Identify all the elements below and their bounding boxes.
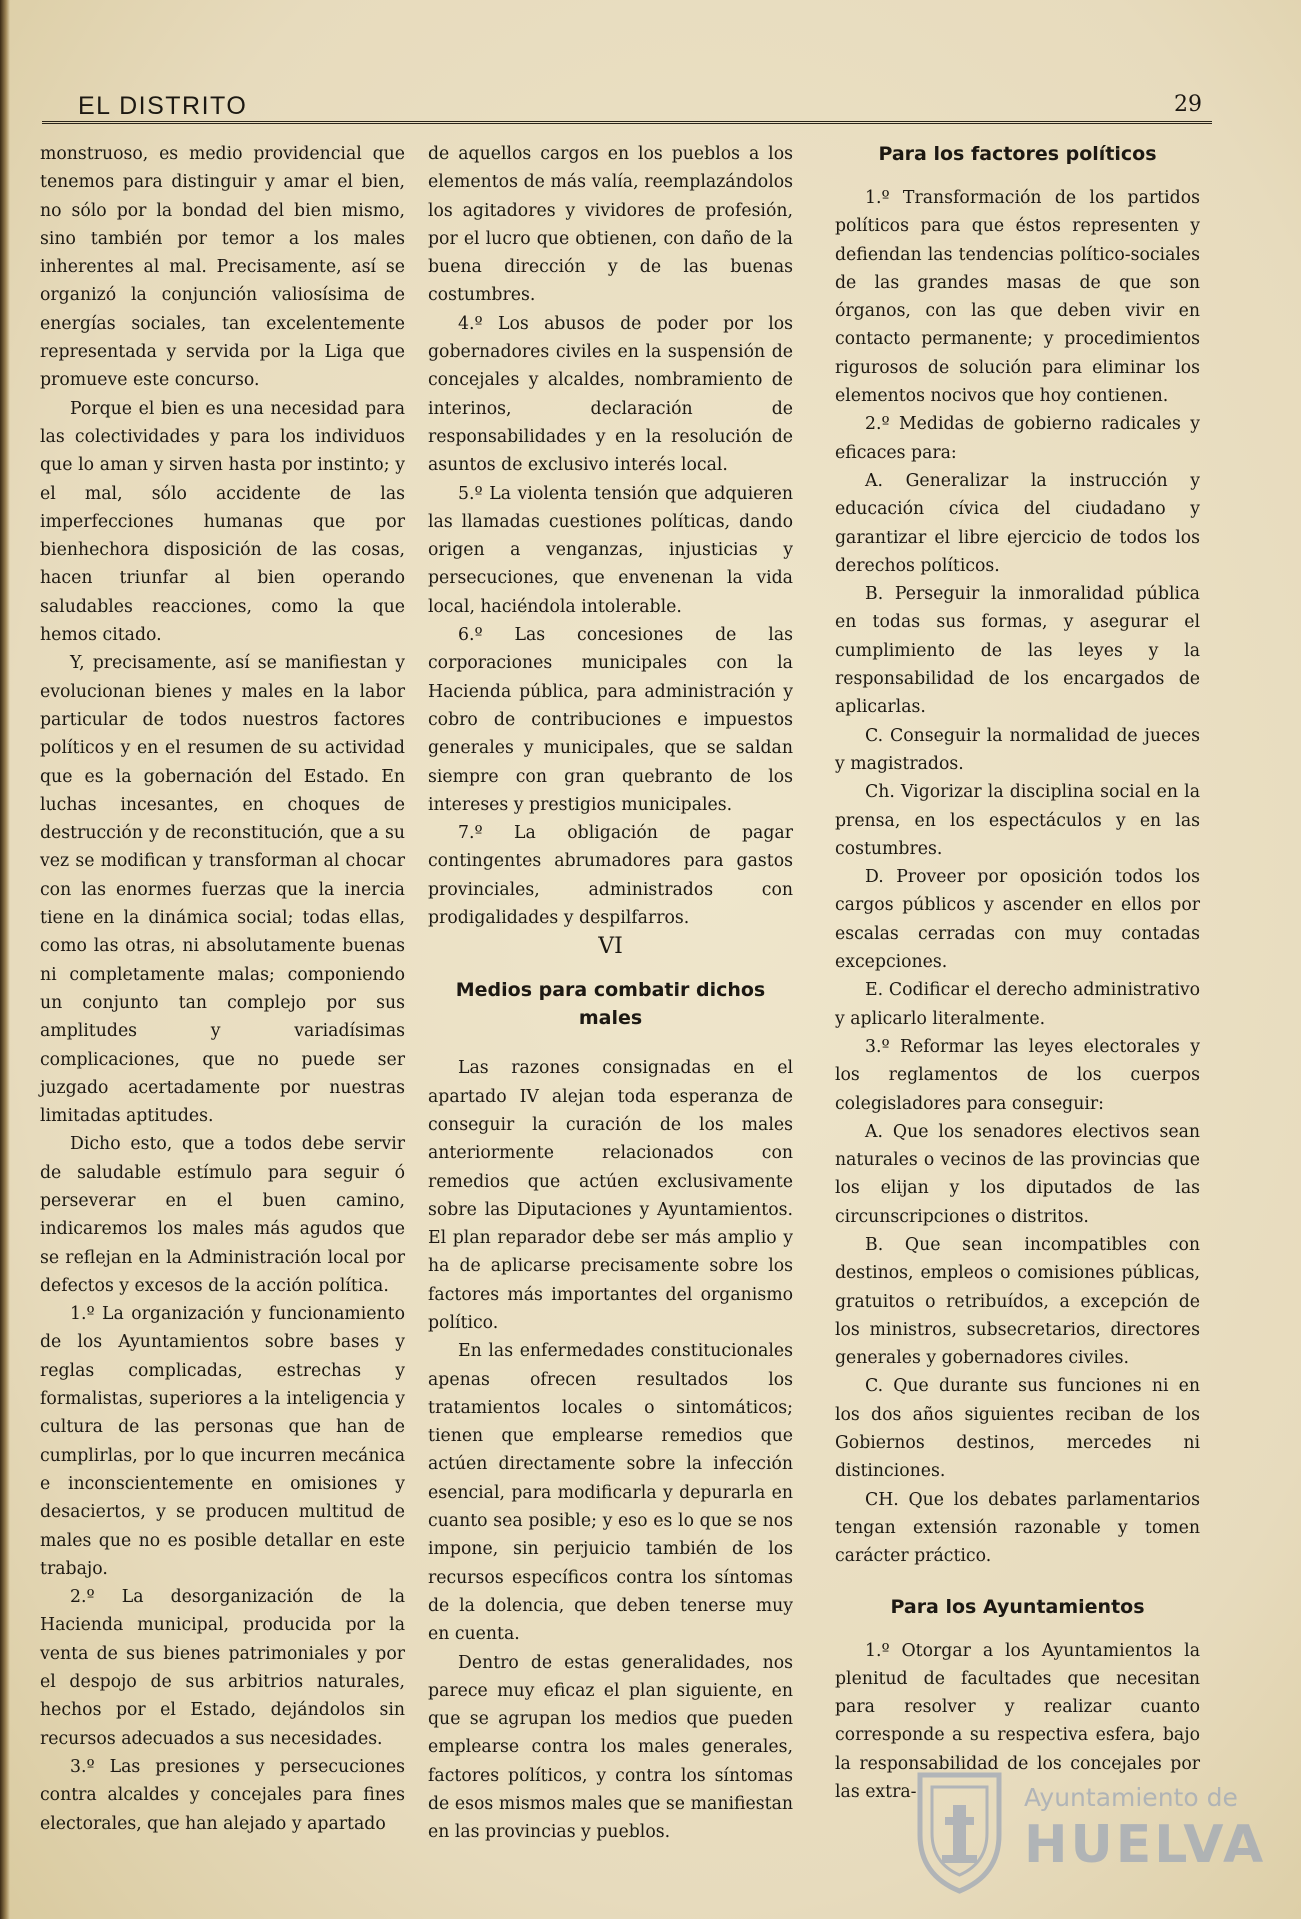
watermark-line-1: Ayuntamiento de [1024,1783,1238,1812]
paragraph: Dentro de estas generalidades, nos parece muy eficaz el plan siguiente, en que se agrupan los medios que pueden emplearse contra los males generales, factores políticos, y contra los síntomas de esos mismos males que se manifiestan en las provincias y pueblos. [428,1652,793,1843]
binding-edge [0,0,10,1919]
paragraph: E. Codificar el derecho administrativo y aplicarlo literalmente. [835,980,1200,1029]
paragraph: A. Que los senadores electivos sean naturales o vecinos de las provincias que los elijan y los diputados de las circunscripciones o distritos. [835,1121,1200,1227]
paragraph: 1.º Transformación de los partidos políticos para que éstos representen y defiendan las tendencias político-sociales de las grandes masas de que son órganos, con las que deben vivir en contacto permanente; y procedimientos rigurosos de solución para eliminar los elementos nocivos que hoy contienen. [835,188,1200,407]
paragraph: 3.º Reformar las leyes electorales y los reglamentos de los cuerpos colegisladores para conseguir: [835,1036,1200,1114]
section-heading: Medios para combatir dichos males [455,979,766,1030]
paragraph: 3.º Las presiones y persecuciones contra alcaldes y concejales para fines electorales, que han alejado y apartado [40,1756,405,1834]
header-rule [42,121,1212,124]
paragraph: 2.º Medidas de gobierno radicales y eficaces para: [835,414,1200,463]
paragraph: monstruoso, es medio providencial que tenemos para distinguir y amar el bien, no sólo por la bondad del bien mismo, sino también por temor a los males inherentes al mal. Precisamente, así se organizó la conjunción valiosísima de energías sociales, tan excelentemente representada y servida por la Liga que promueve este concurso. [40,144,405,391]
paragraph: 7.º La obligación de pagar contingentes abrumadores para gastos provinciales, administrados con prodigalidades y despilfarros. [428,823,793,929]
section-numeral: VI [598,934,623,960]
coat-of-arms-icon [912,1765,1007,1895]
page-number: 29 [1174,92,1202,117]
column-3 [835,140,1200,1806]
paragraph: Y, precisamente, así se manifiestan y evolucionan bienes y males en la labor particular de todos nuestros factores políticos y en el resumen de su actividad que es la gobernación del Estado. En luchas incesantes, en choques de destrucción y de reconstitución, que a su vez se modifican y transforman al chocar con las enormes fuerzas que la inercia tiene en la dinámica social; todas ellas, como las otras, ni absolutamente buenas ni completamente malas; componiendo un conjunto tan complejo por sus amplitudes y variadísimas complicaciones, que no puede ser juzgado acertadamente por nuestras limitadas aptitudes. [40,653,405,1127]
paragraph: Ch. Vigorizar la disciplina social en la prensa, en los espectáculos y en las costumbres. [835,782,1200,859]
paragraph: 5.º La violenta tensión que adquieren las llamadas cuestiones políticas, dando origen a venganzas, injusticias y persecuciones, que envenenan la vida local, haciéndola intolerable. [428,483,793,617]
paragraph: C. Que durante sus funciones ni en los dos años siguientes reciban de los Gobiernos destinos, mercedes ni distinciones. [835,1376,1200,1482]
watermark-line-2: HUELVA [1024,1815,1267,1875]
heading-factores-politicos: Para los factores políticos [878,143,1157,165]
paragraph: A. Generalizar la instrucción y educación cívica del ciudadano y garantizar el libre ejercicio de todos los derechos políticos. [835,470,1200,576]
running-header [42,90,1212,124]
watermark [912,1765,1267,1905]
column-1 [40,140,405,1838]
paragraph: 1.º Otorgar a los Ayuntamientos la plenitud de facultades que necesitan para resolver y realizar cuanto corresponde a su respectiva esfera, bajo la responsabilidad de los concejales por las extra- [835,1640,1200,1803]
paragraph: Porque el bien es una necesidad para las colectividades y para los individuos que lo aman y sirven hasta por instinto; y el mal, sólo accidente de las imperfecciones humanas que por bienhechora disposición de las cosas, hacen triunfar al bien operando saludables reacciones, como la que hemos citado. [40,398,405,646]
paragraph: 1.º La organización y funcionamiento de los Ayuntamientos sobre bases y reglas complicadas, estrechas y formalistas, superiores a la inteligencia y cultura de las personas que han de cumplirlas, por lo que incurren mecánica e inconscientemente en omisiones y desaciertos, y se producen multitud de males que no es posible detallar en este trabajo. [40,1304,405,1579]
paragraph: 2.º La desorganización de la Hacienda municipal, producida por la venta de sus bienes patrimoniales y por el despojo de sus arbitrios naturales, hechos por el Estado, dejándolos sin recursos adecuados a sus necesidades. [40,1587,405,1749]
paragraph: CH. Que los debates parlamentarios tengan extensión razonable y tomen carácter práctico. [835,1489,1200,1567]
paragraph: Dicho esto, que a todos debe servir de saludable estímulo para seguir ó perseverar en el buen camino, indicaremos los males más agudos que se reflejan en la Administración local por defectos y excesos de la acción política. [40,1134,405,1296]
paragraph: En las enfermedades constitucionales apenas ofrecen resultados los tratamientos locales o sintomáticos; tienen que emplearse remedios que actúen directamente sobre la infección esencial, para modificarla y depurarla en cuanto sea posible; y eso es lo que se nos impone, sin perjuicio también de los recursos específicos contra los síntomas de la dolencia, que deben tenerse muy en cuenta. [428,1341,793,1645]
paragraph: D. Proveer por oposición todos los cargos públicos y ascender en ellos por escalas cerradas con muy contadas excepciones. [835,867,1200,973]
publication-title: EL DISTRITO [78,92,248,120]
paragraph: B. Que sean incompatibles con destinos, empleos o comisiones públicas, gratuitos o retribuídos, a excepción de los ministros, subsecretarios, directores generales y gobernadores civiles. [835,1234,1200,1369]
paragraph: 6.º Las concesiones de las corporaciones municipales con la Hacienda pública, para administración y cobro de contribuciones e impuestos generales y municipales, que se saldan siempre con gran quebranto de los intereses y prestigios municipales. [428,625,793,815]
heading-ayuntamientos: Para los Ayuntamientos [890,1595,1145,1618]
paragraph: Las razones consignadas en el apartado IV alejan toda esperanza de conseguir la curación de los males anteriormente relacionados con remedios que actúen exclusivamente sobre las Diputaciones y Ayuntamientos. El plan reparador debe ser más amplio y ha de aplicarse precisamente sobre los factores más importantes del organismo político. [428,1058,793,1333]
paragraph: B. Perseguir la inmoralidad pública en todas sus formas, y asegurar el cumplimiento de las leyes y la responsabilidad de los encargados de aplicarlas. [835,584,1200,718]
paragraph: de aquellos cargos en los pueblos a los elementos de más valía, reemplazándolos los agitadores y vividores de profesión, por el lucro que obtienen, con daño de la buena dirección y de las buenas costumbres. [428,144,793,306]
paragraph: C. Conseguir la normalidad de jueces y magistrados. [835,725,1200,774]
paragraph: 4.º Los abusos de poder por los gobernadores civiles en la suspensión de concejales y alcaldes, nombramiento de interinos, declaración de responsabilidades y en la resolución de asuntos de exclusivo interés local. [428,313,793,476]
column-2 [428,140,793,1847]
